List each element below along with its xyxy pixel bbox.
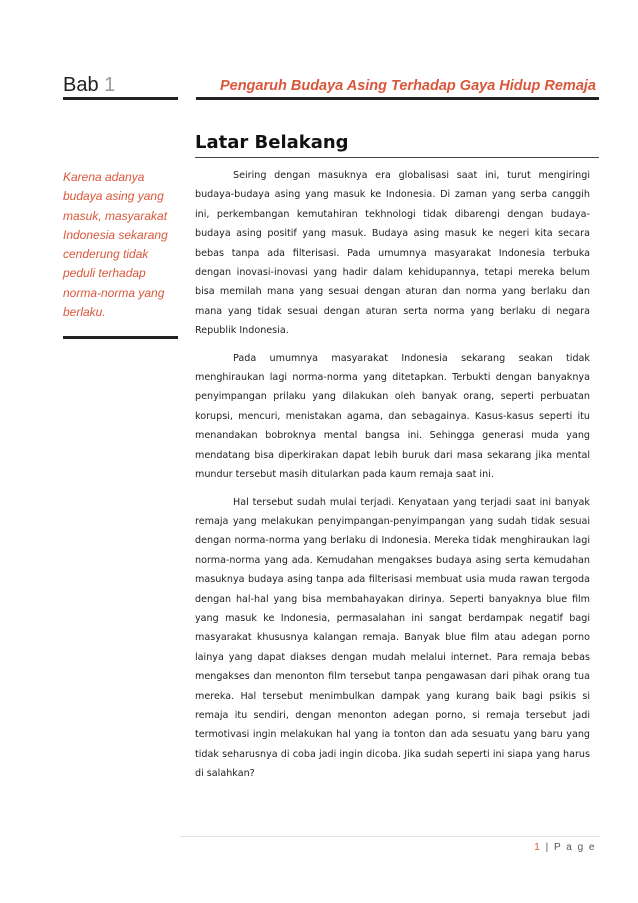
page-separator: | — [545, 842, 550, 853]
footer-rule — [180, 836, 600, 837]
chapter-title: Pengaruh Budaya Asing Terhadap Gaya Hidup Remaja — [219, 78, 596, 94]
page-number: 1 — [534, 842, 542, 853]
paragraph-1: Seiring dengan masuknya era globalisasi saat ini, turut mengiringi budaya-budaya asing yang masuk ke Indonesia. Di zaman yang serba canggih ini, perkembangan kemutahiran tekhnologi tidak dibarengi dengan budaya-budaya asing positif yang masuk. Budaya asing masuk ke negeri kita secara bebas tanpa ada filterisasi. Pada umumnya masyarakat Indonesia terbuka dengan inovasi-inovasi yang hadir dalam kehidupannya, tetapi mereka belum bisa memilah mana yang sesuai dengan aturan dan norma yang berlaku dan mana yang tidak sesuai dengan aturan serta norma yang berlaku di negara Republik Indonesia. — [195, 170, 590, 337]
chapter-label — [63, 73, 115, 97]
body-text — [195, 166, 590, 792]
page-label: P a g e — [553, 842, 596, 853]
sidebar-rule — [63, 336, 178, 339]
sidebar-pull-quote: Karena adanya budaya asing yang masuk, masyarakat Indonesia sekarang cenderung tidak peduli terhadap norma-norma yang berlaku. — [63, 170, 168, 320]
paragraph-2: Pada umumnya masyarakat Indonesia sekarang seakan tidak menghiraukan lagi norma-norma yang ditetapkan. Terbukti dengan banyaknya penyimpangan prilaku yang dilakukan oleh banyak orang, seperti perbuatan korupsi, mencuri, menistakan agama, dan sebagainya. Kasus-kasus seperti itu menandakan bobroknya mental bangsa ini. Sehingga generasi muda yang mendatang bisa diperkirakan dapat lebih buruk dari masa sekarang jika mental mundur tersebut masih ditularkan pada kaum remaja saat ini. — [195, 352, 590, 481]
page-footer — [400, 842, 596, 853]
chapter-label-rule — [63, 97, 178, 100]
chapter-number: 1 — [104, 74, 116, 96]
section-heading-rule — [195, 157, 599, 158]
chapter-label-text: Bab — [63, 74, 99, 96]
paragraph-3: Hal tersebut sudah mulai terjadi. Kenyataan yang terjadi saat ini banyak remaja yang melakukan penyimpangan-penyimpangan yang sudah tidak sesuai dengan norma-norma yang berlaku di Indonesia. Mereka tidak menghiraukan lagi norma-norma yang ada. Kemudahan mengakses budaya asing serta kemudahan masuknya budaya asing tanpa ada filterisasi membuat usia muda rawan tergoda dengan hal-hal yang bisa membahayakan dirinya. Seperti banyaknya blue film yang masuk ke Indonesia, permasalahan ini sangat berdampak negatif bagi masyarakat khususnya kalangan remaja. Banyak blue film atau adegan porno lainya yang dapat diakses dengan mudah melalui internet. Para remaja bebas mengakses dan menonton film tersebut tanpa pengawasan dari pihak orang tua mereka. Hal tersebut menimbulkan dampak yang kurang baik bagi psikis si remaja itu sendiri, dengan menonton adegan porno, si remaja tersebut jadi termotivasi ingin melakukan hal yang ia tonton dan ada sesuatu yang baru yang tidak seharusnya di coba jadi ingin dicoba. Jika sudah seperti ini siapa yang harus di salahkan? — [195, 496, 590, 780]
section-heading: Latar Belakang — [195, 132, 349, 153]
chapter-title-rule — [196, 97, 599, 100]
